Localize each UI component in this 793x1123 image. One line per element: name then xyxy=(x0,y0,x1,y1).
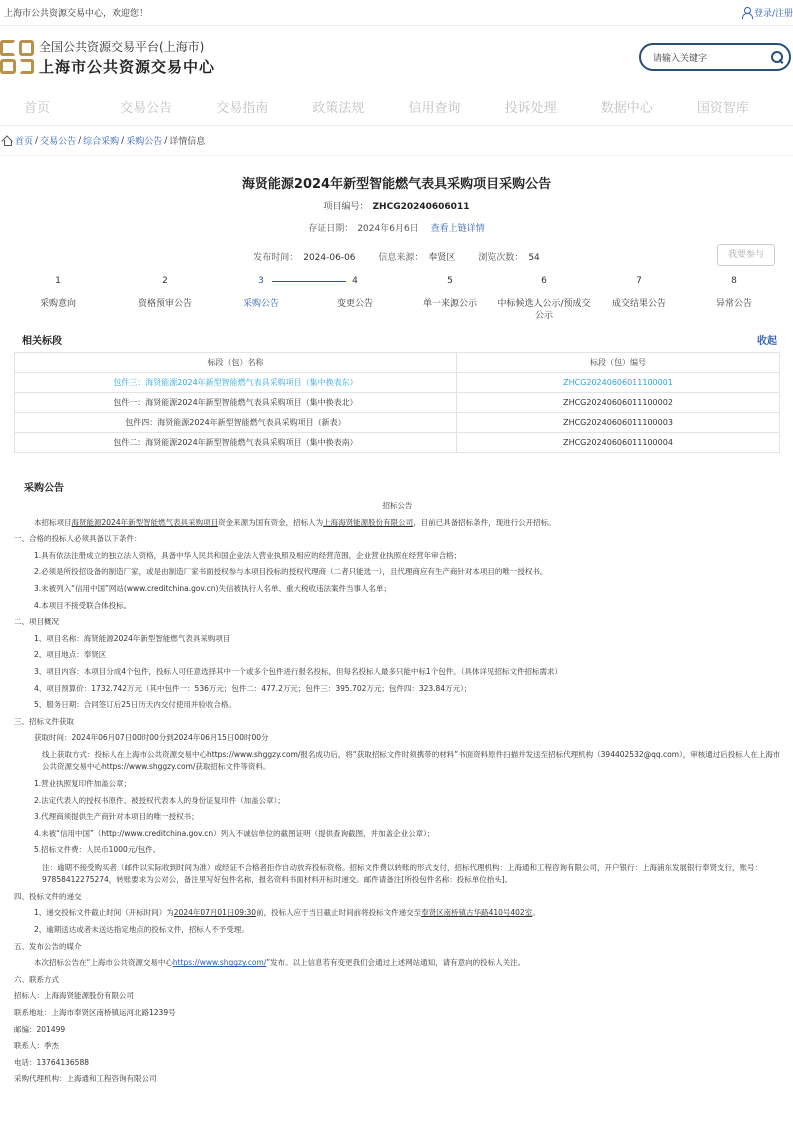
nav-item-policy[interactable]: 政策法规 xyxy=(312,101,365,116)
brand-platform: 全国公共资源交易平台(上海市) xyxy=(39,39,205,54)
body-line: 2.法定代表人的授权书原件、被授权代表本人的身份证复印件（加盖公章）； xyxy=(34,795,285,805)
nav-item-data[interactable]: 数据中心 xyxy=(600,101,653,116)
storage-date: 存证日期： 2024年6月6日 查看上链详情 xyxy=(308,224,485,234)
announcement-body xyxy=(0,498,793,1088)
body-line: 4.未被“信用中国”（http://www.creditchina.gov.cn）列入不诚信单位的截图证明（提供查询截图，并加盖企业公章）； xyxy=(34,828,435,838)
col-header-code: 标段（包）编号 xyxy=(457,353,780,373)
body-line: 4.本项目不接受联合体投标。 xyxy=(34,600,132,610)
body-heading: 招标公告 xyxy=(382,501,413,510)
col-header-name: 标段（包）名称 xyxy=(15,353,457,373)
breadcrumb: 首页 / 交易公告 / 综合采购 / 采购公告 / 详情信息 xyxy=(0,126,793,156)
body-line: 3.代理商须提供生产商针对本项目的唯一授权书； xyxy=(34,812,199,822)
related-header xyxy=(0,330,793,348)
step-candidates[interactable]: 6 中标候选人公示/预成交公示 xyxy=(497,276,591,321)
nav-item-guide[interactable]: 交易指南 xyxy=(216,101,269,116)
process-steps xyxy=(0,274,793,330)
body-line: 5、服务日期：合同签订后25日历天内交付使用并验收合格。 xyxy=(34,700,236,710)
logo-icon xyxy=(0,40,34,74)
nav-item-complaint[interactable]: 投诉处理 xyxy=(504,101,557,116)
breadcrumb-home[interactable]: 首页 xyxy=(15,137,34,147)
body-line: 3、项目内容：本项目分成4个包件，投标人可任意选择其中一个或多个包件进行报名投标，但每名投标人最多只能中标1个包件。（具体详见招标文件招标需求） xyxy=(34,666,563,676)
publish-info: 发布时间： 2024-06-06 信息来源： 奉贤区 浏览次数： 54 我要参与 xyxy=(0,244,793,268)
body-line: 线上获取方式：投标人在上海市公共资源交易中心https://www.shggzy.com/报名成功后，将“获取招标文件时须携带的材料”书面资料原件扫描并发送至招标代理机构（394402532@qq.com），审核通过后投标人在上海市公共资源交易中心https://www.shggzy.com/获取招标文件等资料。 xyxy=(42,749,781,771)
top-bar xyxy=(0,0,793,26)
contact-line: 电话：13764136588 xyxy=(14,1057,89,1067)
step-single-source[interactable]: 5 单一来源公示 xyxy=(422,276,477,309)
site-url-link[interactable]: https://www.shggzy.com/ xyxy=(172,958,267,968)
nav-item-think-tank[interactable]: 国资智库 xyxy=(696,101,749,116)
section-heading: 五、发布公告的媒介 xyxy=(14,941,82,951)
contact-line: 邮编：201499 xyxy=(14,1024,66,1034)
body-line: 注：逾期不接受购买者（邮件以实际收到时间为准）或经证不合格者拒作自动放弃投标资格。招标文件费以转账的形式支付，招标代理机构：上海通和工程咨询有限公司，开户银行：上海浦东发展银行奉贤支行，账号：97858412275274，转账要求为公对公，备注里写好包件名称，报名资料书面材料开标时递交。邮件请备注[所投包件名称：投标单位抬头]。 xyxy=(42,862,762,884)
related-title: 相关标段 xyxy=(22,335,62,347)
body-line: 获取时间：2024年06月07日00时00分到2024年06月15日00时00分 xyxy=(34,733,269,743)
login-link[interactable] xyxy=(741,6,793,19)
breadcrumb-current: 详情信息 xyxy=(169,137,206,147)
page-title: 海贤能源2024年新型智能燃气表具采购项目采购公告 xyxy=(241,177,552,192)
table-row[interactable]: 包件二：海贤能源2024年新型智能燃气表具采购项目（集中换表南） ZHCG20240606011100004 xyxy=(15,433,780,453)
login-label[interactable]: 登录/注册 xyxy=(753,9,793,19)
brand[interactable] xyxy=(0,38,215,77)
brand-name: 上海市公共资源交易中心 xyxy=(39,57,216,76)
collapse-link[interactable]: 收起 xyxy=(757,335,777,347)
body-line: 1.具有依法注册成立的独立法人资格，具备中华人民共和国企业法人营业执照及相应的经营范围，企业营业执照在经营年审合格； xyxy=(34,550,462,560)
table-row[interactable]: 包件三：海贤能源2024年新型智能燃气表具采购项目（集中换表东） ZHCG20240606011100001 xyxy=(15,373,780,393)
step-prequal[interactable]: 2 资格预审公告 xyxy=(137,276,192,309)
announcement-title: 采购公告 xyxy=(24,483,64,494)
table-row[interactable]: 包件一：海贤能源2024年新型智能燃气表具采购项目（集中换表北） ZHCG20240606011100002 xyxy=(15,393,780,413)
body-line: 2、项目地点：奉贤区 xyxy=(34,650,107,660)
search-input[interactable]: 请输入关键字 xyxy=(653,53,708,64)
body-line: 1.营业执照复印件加盖公章； xyxy=(34,778,132,788)
body-line: 4、项目预算价：1732.742万元（其中包件一：536万元；包件二：477.2万元；包件三：395.702万元；包件四：323.84万元）； xyxy=(34,683,472,693)
step-intent[interactable]: 1 采购意向 xyxy=(39,276,76,309)
body-intro: 本招标项目海贤能源2024年新型智能燃气表具采购项目资金来源为国有资金，招标人为上海海贤能源股份有限公司，目前已具备招标条件，现进行公开招标。 xyxy=(34,517,556,527)
contact-line: 招标人：上海海贤能源股份有限公司 xyxy=(14,991,134,1001)
step-procurement[interactable]: 3 采购公告 xyxy=(242,276,279,309)
welcome-text: 上海市公共资源交易中心，欢迎您！ xyxy=(4,9,149,19)
nav-item-home[interactable]: 首页 xyxy=(24,101,51,116)
join-button[interactable]: 我要参与 xyxy=(717,244,775,266)
body-line: 5.招标文件费：人民币1000元/包件。 xyxy=(34,845,161,855)
search-icon[interactable] xyxy=(771,51,783,63)
contact-line: 联系地址：上海市奉贤区南桥镇运河北路1239号 xyxy=(14,1008,176,1018)
section-heading: 二、项目概况 xyxy=(14,617,59,627)
contact-line: 采购代理机构：上海通和工程咨询有限公司 xyxy=(14,1074,157,1084)
section-heading: 四、投标文件的递交 xyxy=(14,891,82,901)
section-heading: 六、联系方式 xyxy=(14,974,59,984)
contact-line: 联系人：季杰 xyxy=(14,1041,59,1051)
site-header xyxy=(0,26,793,88)
breadcrumb-announcements[interactable]: 交易公告 xyxy=(40,137,77,147)
breadcrumb-comprehensive[interactable]: 综合采购 xyxy=(83,137,120,147)
search-box[interactable] xyxy=(639,43,791,71)
nav-item-credit[interactable]: 信用查询 xyxy=(408,101,461,116)
table-row[interactable]: 包件四：海贤能源2024年新型智能燃气表具采购项目（新表） ZHCG20240606011100003 xyxy=(15,413,780,433)
step-change[interactable]: 4 变更公告 xyxy=(336,276,373,309)
step-exception[interactable]: 8 异常公告 xyxy=(715,276,752,309)
chain-details-link[interactable]: 查看上链详情 xyxy=(430,224,485,234)
project-number: 项目编号： ZHCG20240606011 xyxy=(323,202,470,212)
breadcrumb-procurement[interactable]: 采购公告 xyxy=(126,137,163,147)
home-icon xyxy=(2,136,12,145)
user-icon xyxy=(741,7,752,18)
body-line: 2.必须是所投招设备的制造厂家，或是由制造厂家书面授权参与本项目投标的授权代理商（二者只能选一），且代理商应有生产商针对本项目的唯一授权书。 xyxy=(34,567,548,577)
nav-item-announcements[interactable]: 交易公告 xyxy=(120,101,173,116)
body-line: 1、项目名称：海贤能源2024年新型智能燃气表具采购项目 xyxy=(34,633,231,643)
related-table xyxy=(14,352,780,453)
step-result[interactable]: 7 成交结果公告 xyxy=(611,276,666,309)
main-nav xyxy=(0,88,793,126)
body-line: 本次招标公告在“上海市公共资源交易中心https://www.shggzy.com/”发布。以上信息若有变更我们会通过上述网站通知，请有意向的投标人关注。 xyxy=(34,958,526,968)
body-line: 1、递交投标文件截止时间（开标时间）为2024年07月01日09:30前，投标人应于当日截止时间前将投标文件递交至奉贤区南桥镇古华路410号402室。 xyxy=(34,908,540,918)
section-heading: 一、合格的投标人必须具备以下条件： xyxy=(14,534,142,544)
body-line: 2、逾期送达或者未送达指定地点的投标文件，招标人不予受理。 xyxy=(34,925,249,935)
body-line: 3.未被列入“信用中国”网站(www.creditchina.gov.cn)失信被执行人名单、重大税收违法案件当事人名单； xyxy=(34,583,391,593)
section-heading: 三、招标文件获取 xyxy=(14,716,74,726)
